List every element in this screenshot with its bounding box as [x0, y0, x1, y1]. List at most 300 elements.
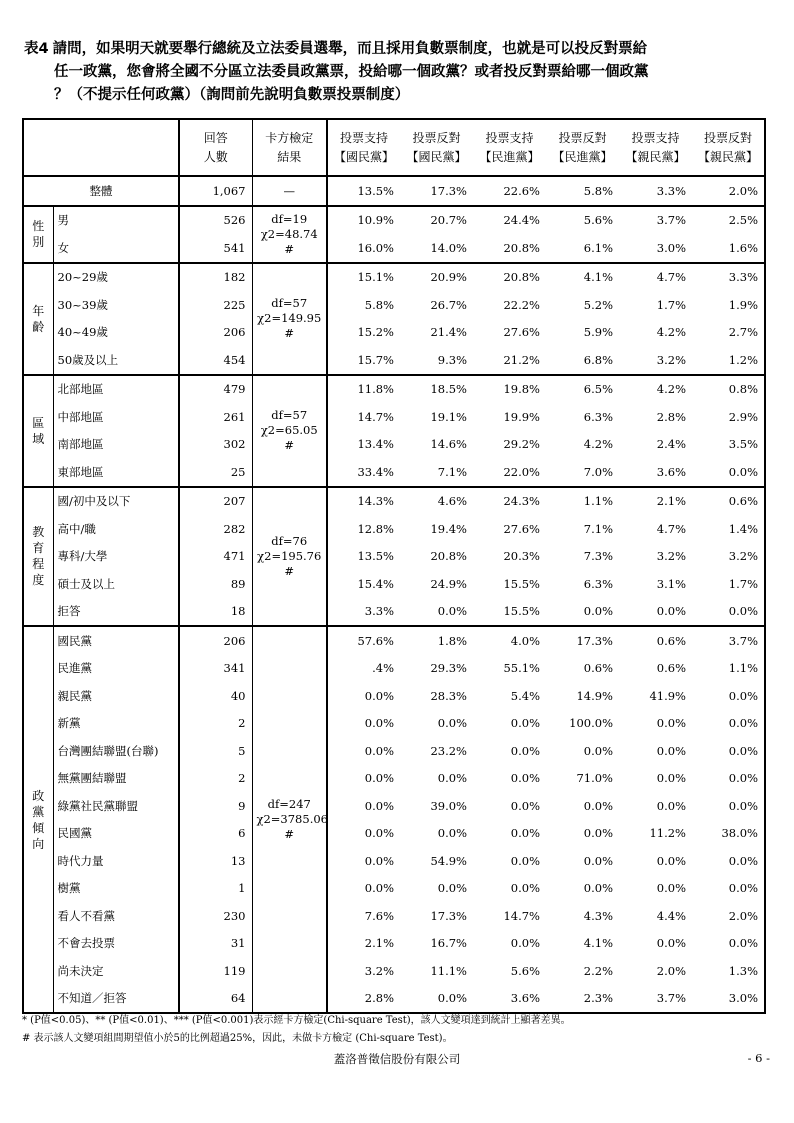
row-label: 東部地區 — [53, 458, 179, 487]
value-cell: 24.3% — [503, 494, 540, 509]
value-cell: 20.8% — [503, 270, 540, 285]
value-cell: 19.9% — [503, 409, 540, 424]
value-cell: 0.6% — [656, 633, 686, 648]
group-label-char: 教 — [32, 525, 45, 540]
row-label: 台灣團結聯盟(台聯) — [53, 737, 179, 765]
value-cell: 22.2% — [503, 297, 540, 312]
title-line-3: ？（不提示任何政黨）（詢問前先說明負數票投票制度） — [54, 87, 410, 103]
value-cell: 14.6% — [430, 437, 467, 452]
chi-square-line: df=57 — [271, 408, 308, 422]
value-cell: 10.9% — [357, 213, 394, 228]
table-row — [23, 515, 765, 543]
value-cell: 17.3% — [400, 176, 473, 206]
table-row — [23, 710, 765, 738]
table-row — [23, 930, 765, 958]
table-row — [23, 319, 765, 347]
row-n: 1 — [179, 875, 252, 903]
row-n: 2 — [179, 710, 252, 738]
value-cell: 17.3% — [430, 908, 467, 923]
value-cell: 0.0% — [510, 853, 540, 868]
value-cell: 38.0% — [692, 820, 765, 848]
row-label: 國民黨 — [53, 626, 179, 655]
table-row — [23, 847, 765, 875]
header-n: 回答 人數 — [179, 119, 252, 176]
chi-square-result — [252, 487, 327, 627]
value-cell: 3.3% — [692, 263, 765, 292]
row-label: 不會去投票 — [53, 930, 179, 958]
value-cell: 3.1% — [656, 576, 686, 591]
value-cell: 13.5% — [357, 549, 394, 564]
footnote-hash: # 表示該人文變項組間期望值小於5的比例超過25%，因此，未做卡方檢定 (Chi-square Test)。 — [22, 1033, 453, 1044]
row-n: 13 — [179, 847, 252, 875]
value-cell: 5.9% — [583, 325, 613, 340]
value-cell: .4% — [372, 661, 394, 676]
value-cell: 0.8% — [692, 375, 765, 404]
value-cell: 0.0% — [364, 743, 394, 758]
value-cell: 3.6% — [619, 458, 692, 487]
value-cell: 0.0% — [510, 826, 540, 841]
row-n: 64 — [179, 985, 252, 1014]
value-cell: 6.1% — [546, 234, 619, 263]
table-row-total — [23, 176, 765, 206]
table-row — [23, 792, 765, 820]
value-cell: 1.2% — [692, 346, 765, 375]
header-col: 投票支持 【親民黨】 — [619, 119, 692, 176]
chi-square-line: df=76 — [271, 533, 308, 548]
row-label: 樹黨 — [53, 875, 179, 903]
value-cell: 1.1% — [692, 655, 765, 683]
value-cell: 14.7% — [357, 409, 394, 424]
value-cell: 1.6% — [692, 234, 765, 263]
row-label: 男 — [53, 206, 179, 235]
header-col: 投票反對 【親民黨】 — [692, 119, 765, 176]
value-cell: 55.1% — [503, 661, 540, 676]
value-cell: 3.2% — [656, 549, 686, 564]
table-row — [23, 291, 765, 319]
value-cell: 3.3% — [327, 598, 400, 627]
value-cell: 4.3% — [583, 908, 613, 923]
value-cell: 2.1% — [656, 494, 686, 509]
value-cell: 0.0% — [656, 716, 686, 731]
value-cell: 0.0% — [364, 853, 394, 868]
chi-square-line: df=57 — [271, 296, 308, 310]
value-cell: 4.7% — [656, 521, 686, 536]
value-cell: 6.3% — [583, 409, 613, 424]
row-label: 新黨 — [53, 710, 179, 738]
value-cell: 0.0% — [510, 716, 540, 731]
table-row — [23, 458, 765, 487]
value-cell: 0.0% — [656, 771, 686, 786]
chi-square-line: χ2=149.95 — [257, 311, 322, 325]
value-cell: 1.7% — [692, 570, 765, 598]
row-label: 高中/職 — [53, 515, 179, 543]
value-cell: 11.2% — [649, 826, 686, 841]
value-cell: 14.3% — [357, 494, 394, 509]
value-cell: 18.5% — [430, 382, 467, 397]
row-n: 302 — [179, 431, 252, 459]
group-label-char: 度 — [32, 573, 45, 588]
value-cell: 15.5% — [473, 598, 546, 627]
chi-square-line: χ2=65.05 — [260, 423, 318, 437]
row-n: 40 — [179, 682, 252, 710]
row-label: 50歲及以上 — [53, 346, 179, 375]
value-cell: 3.2% — [619, 346, 692, 375]
value-cell: 1.1% — [583, 494, 613, 509]
value-cell: 39.0% — [430, 798, 467, 813]
table-title — [24, 38, 754, 107]
value-cell: 2.0% — [692, 176, 765, 206]
table-row — [23, 346, 765, 375]
group-label — [23, 206, 53, 263]
row-n: 5 — [179, 737, 252, 765]
value-cell: 16.7% — [430, 936, 467, 951]
value-cell: 71.0% — [576, 771, 613, 786]
row-label: 不知道／拒答 — [53, 985, 179, 1014]
table-row — [23, 682, 765, 710]
group-label-char: 齡 — [32, 319, 45, 334]
value-cell: 3.2% — [692, 543, 765, 571]
row-n: 282 — [179, 515, 252, 543]
table-row — [23, 234, 765, 263]
row-label: 綠黨社民黨聯盟 — [53, 792, 179, 820]
chi-square-line: df=247 — [267, 797, 311, 811]
value-cell: 17.3% — [576, 633, 613, 648]
table-row — [23, 765, 765, 793]
chi-square-line: # — [284, 241, 295, 256]
value-cell: 0.0% — [510, 743, 540, 758]
value-cell: 0.0% — [583, 853, 613, 868]
row-n: 479 — [179, 375, 252, 404]
row-n: 230 — [179, 902, 252, 930]
value-cell: 0.0% — [510, 798, 540, 813]
row-n: 89 — [179, 570, 252, 598]
value-cell: 19.1% — [430, 409, 467, 424]
value-cell: 2.0% — [692, 902, 765, 930]
value-cell: 5.8% — [546, 176, 619, 206]
header-col: 投票支持 【民進黨】 — [473, 119, 546, 176]
value-cell: 0.0% — [656, 881, 686, 896]
value-cell: 4.7% — [656, 270, 686, 285]
value-cell: 14.9% — [576, 688, 613, 703]
value-cell: 7.0% — [546, 458, 619, 487]
value-cell: 12.8% — [357, 521, 394, 536]
row-n: 526 — [179, 206, 252, 235]
value-cell: 1.3% — [692, 957, 765, 985]
chi-square-line: # — [284, 438, 295, 452]
value-cell: 0.0% — [364, 716, 394, 731]
table-row — [23, 263, 765, 292]
value-cell: 33.4% — [327, 458, 400, 487]
chi-square-result — [252, 206, 327, 263]
value-cell: 0.0% — [692, 598, 765, 627]
value-cell: 1.9% — [692, 291, 765, 319]
company-name: 蓋洛普徵信股份有限公司 — [333, 1052, 461, 1066]
value-cell: 19.4% — [430, 521, 467, 536]
value-cell: 0.0% — [583, 881, 613, 896]
value-cell: 2.4% — [656, 437, 686, 452]
chi-square-line: df=19 — [271, 211, 308, 226]
value-cell: 1.8% — [437, 633, 467, 648]
value-cell: 41.9% — [649, 688, 686, 703]
row-label: 民國黨 — [53, 820, 179, 848]
value-cell: 21.4% — [430, 325, 467, 340]
value-cell: 4.0% — [510, 633, 540, 648]
value-cell: 2.8% — [656, 409, 686, 424]
value-cell: 20.7% — [430, 213, 467, 228]
value-cell: 7.1% — [400, 458, 473, 487]
value-cell: 0.6% — [692, 487, 765, 516]
row-n: 341 — [179, 655, 252, 683]
value-cell: 9.3% — [400, 346, 473, 375]
value-cell: 24.9% — [430, 576, 467, 591]
value-cell: 6.5% — [583, 382, 613, 397]
chi-square-result — [252, 375, 327, 487]
value-cell: 2.3% — [546, 985, 619, 1014]
chi-square-result — [252, 626, 327, 1013]
value-cell: 2.7% — [692, 319, 765, 347]
value-cell: 20.9% — [430, 270, 467, 285]
chi-square-line: χ2=195.76 — [257, 548, 322, 563]
row-n: 207 — [179, 487, 252, 516]
header-col: 投票反對 【國民黨】 — [400, 119, 473, 176]
row-n: 225 — [179, 291, 252, 319]
group-label-char: 年 — [32, 303, 45, 318]
value-cell: 7.6% — [364, 908, 394, 923]
row-n: 119 — [179, 957, 252, 985]
value-cell: 26.7% — [430, 297, 467, 312]
table-number: 表4 — [24, 41, 49, 57]
group-label-char: 育 — [32, 541, 45, 556]
value-cell: 14.7% — [503, 908, 540, 923]
table-header-row — [23, 119, 765, 176]
value-cell: 0.0% — [692, 682, 765, 710]
group-label-char: 域 — [32, 431, 45, 446]
group-label — [23, 626, 53, 1013]
row-label: 親民黨 — [53, 682, 179, 710]
value-cell: 5.6% — [583, 213, 613, 228]
value-cell: 0.0% — [437, 881, 467, 896]
value-cell: 0.0% — [510, 881, 540, 896]
table-row — [23, 875, 765, 903]
group-label-char: 別 — [32, 235, 45, 249]
value-cell: 5.8% — [364, 297, 394, 312]
value-cell: 20.3% — [503, 549, 540, 564]
value-cell: 0.0% — [692, 930, 765, 958]
table-row — [23, 598, 765, 627]
table-row — [23, 655, 765, 683]
value-cell: 24.4% — [503, 213, 540, 228]
value-cell: 15.2% — [357, 325, 394, 340]
table-row — [23, 431, 765, 459]
value-cell: 0.0% — [656, 853, 686, 868]
row-label: 南部地區 — [53, 431, 179, 459]
row-n: 261 — [179, 403, 252, 431]
table-row — [23, 957, 765, 985]
value-cell: 15.5% — [503, 576, 540, 591]
value-cell: 4.1% — [583, 936, 613, 951]
value-cell: 2.9% — [692, 403, 765, 431]
chi-square-line: # — [284, 326, 295, 340]
value-cell: 57.6% — [357, 633, 394, 648]
total-label: 整體 — [23, 176, 179, 206]
chi-square-line: χ2=48.74 — [260, 226, 318, 241]
corner-cell — [23, 119, 179, 176]
row-label: 民進黨 — [53, 655, 179, 683]
table-row — [23, 820, 765, 848]
value-cell: 11.1% — [430, 963, 467, 978]
row-label: 40~49歲 — [53, 319, 179, 347]
value-cell: 22.6% — [473, 176, 546, 206]
value-cell: 0.0% — [692, 458, 765, 487]
group-label-char: 性 — [32, 219, 45, 233]
row-n: 9 — [179, 792, 252, 820]
group-label — [23, 263, 53, 375]
row-n: 6 — [179, 820, 252, 848]
value-cell: 19.8% — [503, 382, 540, 397]
page-number: - 6 - — [747, 1051, 770, 1065]
value-cell: 0.0% — [400, 985, 473, 1014]
total-chi: — — [252, 176, 327, 206]
value-cell: 5.4% — [510, 688, 540, 703]
value-cell: 0.0% — [619, 598, 692, 627]
table-row — [23, 902, 765, 930]
title-line-1: 表4 請問，如果明天就要舉行總統及立法委員選舉，而且採用負數票制度，也就是可以投反對票給 — [24, 41, 648, 57]
row-label: 女 — [53, 234, 179, 263]
value-cell: 0.0% — [437, 716, 467, 731]
value-cell: 3.7% — [692, 626, 765, 655]
value-cell: 0.6% — [583, 661, 613, 676]
footnote-significance: * (P值<0.05)、** (P值<0.01)、*** (P值<0.001)表示經卡方檢定(Chi-square Test)，該人文變項達到統計上顯著差異。 — [22, 1015, 571, 1026]
value-cell: 0.0% — [583, 798, 613, 813]
value-cell: 2.2% — [583, 963, 613, 978]
value-cell: 0.0% — [583, 743, 613, 758]
row-label: 無黨團結聯盟 — [53, 765, 179, 793]
value-cell: 3.6% — [473, 985, 546, 1014]
group-label-char: 政 — [32, 788, 45, 803]
value-cell: 4.2% — [656, 325, 686, 340]
value-cell: 2.0% — [656, 963, 686, 978]
row-n: 471 — [179, 543, 252, 571]
value-cell: 0.0% — [656, 798, 686, 813]
value-cell: 14.0% — [400, 234, 473, 263]
value-cell: 2.1% — [364, 936, 394, 951]
value-cell: 4.2% — [583, 437, 613, 452]
group-label-char: 傾 — [32, 820, 45, 835]
header-col: 投票反對 【民進黨】 — [546, 119, 619, 176]
value-cell: 6.8% — [546, 346, 619, 375]
value-cell: 0.0% — [510, 771, 540, 786]
row-label: 中部地區 — [53, 403, 179, 431]
row-label: 尚未決定 — [53, 957, 179, 985]
value-cell: 0.0% — [656, 936, 686, 951]
row-n: 2 — [179, 765, 252, 793]
total-n: 1,067 — [179, 176, 252, 206]
value-cell: 21.2% — [473, 346, 546, 375]
value-cell: 16.0% — [327, 234, 400, 263]
value-cell: 2.8% — [327, 985, 400, 1014]
value-cell: 0.0% — [510, 936, 540, 951]
value-cell: 3.2% — [364, 963, 394, 978]
row-label: 國/初中及以下 — [53, 487, 179, 516]
value-cell: 5.6% — [510, 963, 540, 978]
value-cell: 29.2% — [503, 437, 540, 452]
value-cell: 0.0% — [692, 847, 765, 875]
value-cell: 0.0% — [692, 737, 765, 765]
row-n: 541 — [179, 234, 252, 263]
value-cell: 13.5% — [327, 176, 400, 206]
value-cell: 4.2% — [656, 382, 686, 397]
value-cell: 1.7% — [656, 297, 686, 312]
value-cell: 5.2% — [583, 297, 613, 312]
row-n: 182 — [179, 263, 252, 292]
table-row — [23, 985, 765, 1014]
row-label: 看人不看黨 — [53, 902, 179, 930]
value-cell: 27.6% — [503, 325, 540, 340]
row-n: 206 — [179, 319, 252, 347]
value-cell: 15.4% — [357, 576, 394, 591]
value-cell: 3.0% — [619, 234, 692, 263]
group-label-char: 程 — [32, 557, 45, 572]
value-cell: 3.7% — [619, 985, 692, 1014]
value-cell: 2.5% — [692, 206, 765, 235]
chi-square-line: # — [284, 827, 295, 841]
value-cell: 13.4% — [357, 437, 394, 452]
row-n: 31 — [179, 930, 252, 958]
row-label: 北部地區 — [53, 375, 179, 404]
title-line-2: 任一政黨，您會將全國不分區立法委員政黨票，投給哪一個政黨？或者投反對票給哪一個政黨 — [54, 64, 649, 80]
value-cell: 4.6% — [437, 494, 467, 509]
chi-square-result — [252, 263, 327, 375]
row-label: 碩士及以上 — [53, 570, 179, 598]
header-chi: 卡方檢定 結果 — [252, 119, 327, 176]
value-cell: 0.0% — [692, 710, 765, 738]
value-cell: 27.6% — [503, 521, 540, 536]
value-cell: 0.0% — [364, 771, 394, 786]
chi-square-line: χ2=3785.06 — [256, 812, 328, 826]
value-cell: 0.0% — [546, 598, 619, 627]
value-cell: 3.5% — [692, 431, 765, 459]
value-cell: 0.0% — [364, 826, 394, 841]
value-cell: 0.0% — [400, 598, 473, 627]
table-row — [23, 206, 765, 235]
table-row — [23, 570, 765, 598]
row-label: 拒答 — [53, 598, 179, 627]
value-cell: 20.8% — [473, 234, 546, 263]
row-label: 30~39歲 — [53, 291, 179, 319]
value-cell: 7.1% — [583, 521, 613, 536]
value-cell: 100.0% — [569, 716, 613, 731]
row-n: 18 — [179, 598, 252, 627]
value-cell: 54.9% — [430, 853, 467, 868]
header-col: 投票支持 【國民黨】 — [327, 119, 400, 176]
value-cell: 4.4% — [656, 908, 686, 923]
chi-square-line: # — [284, 563, 295, 578]
value-cell: 0.6% — [656, 661, 686, 676]
row-n: 454 — [179, 346, 252, 375]
value-cell: 0.0% — [437, 771, 467, 786]
value-cell: 3.3% — [619, 176, 692, 206]
table-row — [23, 737, 765, 765]
value-cell: 23.2% — [430, 743, 467, 758]
row-n: 206 — [179, 626, 252, 655]
value-cell: 22.0% — [473, 458, 546, 487]
group-label-char: 黨 — [32, 804, 45, 819]
row-n: 25 — [179, 458, 252, 487]
value-cell: 7.3% — [583, 549, 613, 564]
table-row — [23, 403, 765, 431]
value-cell: 1.4% — [692, 515, 765, 543]
value-cell: 0.0% — [692, 792, 765, 820]
